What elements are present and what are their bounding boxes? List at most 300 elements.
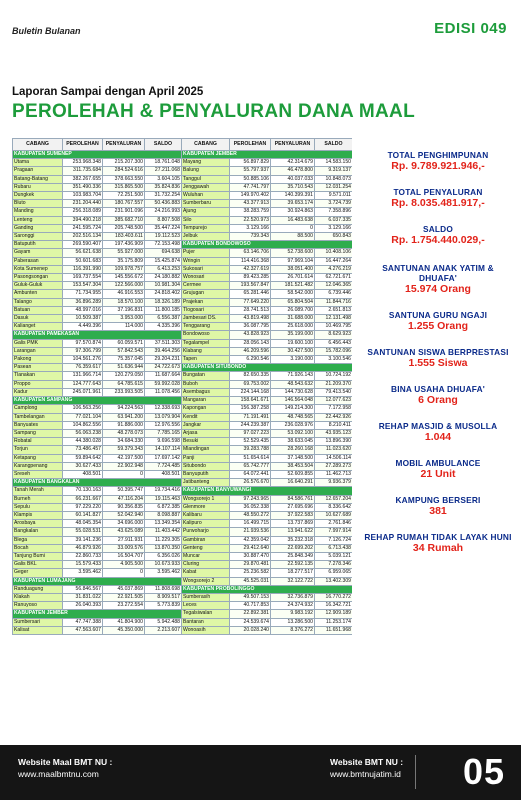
amount-cell: 58.542.000 — [271, 290, 315, 298]
amount-cell: 97.243.965 — [230, 495, 271, 503]
amount-cell: 39.653.174 — [271, 200, 315, 208]
branch-name-cell: Galis BKL — [13, 561, 63, 569]
table-row — [13, 224, 353, 232]
amount-cell: 12.046.365 — [315, 282, 353, 290]
stat-label: MOBIL AMBULANCE — [395, 458, 481, 468]
amount-cell: 72.153.498 — [145, 241, 182, 249]
amount-cell: 11.078.456 — [145, 388, 182, 396]
column-header: SALDO — [315, 139, 353, 151]
table-row — [13, 323, 353, 331]
amount-cell: 116.391.990 — [63, 265, 103, 273]
amount-cell: 45.037.869 — [103, 585, 145, 593]
amount-cell: 38.283.759 — [230, 208, 271, 216]
amount-cell: 11.844.716 — [315, 298, 353, 306]
amount-cell: 146.564.048 — [271, 397, 315, 405]
amount-cell: 5.039.121 — [315, 552, 353, 560]
amount-cell: 104.862.556 — [63, 421, 103, 429]
amount-cell: 3.129.166 — [230, 224, 271, 232]
amount-cell: 75.357.045 — [103, 356, 145, 364]
footer — [0, 745, 521, 800]
amount-cell: 32.736.879 — [271, 593, 315, 601]
stat-block — [362, 384, 514, 407]
column-header: PENYALURAN — [103, 139, 145, 151]
column-header: PEROLEHAN — [230, 139, 271, 151]
amount-cell: 244.239.387 — [230, 421, 271, 429]
stat-block — [362, 458, 514, 481]
amount-cell: 97.027.223 — [230, 429, 271, 437]
table-row — [13, 364, 353, 372]
amount-cell: 39.283.788 — [230, 446, 271, 454]
amount-cell: 12.657.204 — [315, 495, 353, 503]
amount-cell: 253.968.348 — [63, 159, 103, 167]
amount-cell: 22.892.381 — [230, 610, 271, 618]
amount-cell: 122.566.000 — [103, 282, 145, 290]
amount-cell: 4.905.500 — [103, 561, 145, 569]
amount-cell: 43.828.923 — [230, 331, 271, 339]
amount-cell: 59.992.028 — [145, 380, 182, 388]
stat-value: 1.044 — [424, 431, 452, 443]
amount-cell: 19.112.523 — [145, 233, 182, 241]
table-row — [13, 159, 353, 167]
amount-cell: 11.229.305 — [145, 536, 182, 544]
table-row — [13, 462, 353, 470]
amount-cell: 97.570.874 — [63, 339, 103, 347]
table-row — [13, 192, 353, 200]
amount-cell: 11.023.620 — [315, 446, 353, 454]
amount-cell: 46.916.553 — [103, 290, 145, 298]
amount-cell: 7.278.346 — [315, 561, 353, 569]
branch-name-cell: Tegalsiwalan — [182, 610, 230, 618]
branch-name-cell: Bluto — [13, 200, 63, 208]
amount-cell: 52.529.435 — [230, 438, 271, 446]
stat-block — [362, 187, 514, 210]
stat-value: Rp. 9.789.921.946,- — [391, 160, 485, 172]
amount-cell: 48.748.565 — [271, 413, 315, 421]
amount-cell: 19.115.463 — [145, 495, 182, 503]
amount-cell: 79.413.540 — [315, 388, 353, 396]
amount-cell: 42.327.619 — [230, 265, 271, 273]
branch-name-cell: Torjun — [13, 446, 63, 454]
amount-cell: 14.107.114 — [145, 446, 182, 454]
amount-cell: 408.501 — [145, 470, 182, 478]
branch-name-cell: Bangkalan — [13, 528, 63, 536]
branch-name-cell: Ambunten — [13, 290, 63, 298]
table-row — [13, 561, 353, 569]
footer-right-label: Website BMT NU : — [330, 757, 404, 767]
branch-name-cell: Kalipuro — [182, 520, 230, 528]
branch-name-cell: Rubaru — [13, 183, 63, 191]
amount-cell: 2.213.607 — [145, 626, 182, 634]
footer-right — [330, 757, 403, 780]
amount-cell: 65.281.446 — [230, 290, 271, 298]
amount-cell: 7.358.896 — [315, 208, 353, 216]
amount-cell: 120.279.050 — [103, 372, 145, 380]
amount-cell: 3.724.739 — [315, 200, 353, 208]
branch-name-cell: Klabang — [182, 347, 230, 355]
amount-cell: 6.037.335 — [315, 216, 353, 224]
amount-cell: 13.941.622 — [271, 528, 315, 536]
amount-cell: 12.976.556 — [145, 421, 182, 429]
amount-cell: 59.379.343 — [103, 446, 145, 454]
stat-value: 15.974 Orang — [405, 283, 471, 295]
stat-value: 1.255 Orang — [407, 320, 469, 332]
branch-name-cell: Silo — [182, 216, 230, 224]
amount-cell: 156.387.258 — [230, 405, 271, 413]
column-header: CABANG — [13, 139, 63, 151]
amount-cell: 13.286.500 — [271, 618, 315, 626]
amount-cell: 48.278.073 — [103, 429, 145, 437]
footer-divider — [415, 755, 416, 789]
amount-cell: 63.941.200 — [103, 413, 145, 421]
amount-cell: 4.276.219 — [315, 265, 353, 273]
branch-name-cell: Prajekan — [182, 298, 230, 306]
amount-cell: 114.416.368 — [230, 257, 271, 265]
amount-cell: 7.785.165 — [145, 429, 182, 437]
amount-cell: 205.748.500 — [103, 224, 145, 232]
branch-name-cell: Talango — [13, 298, 63, 306]
footer-right-url[interactable]: www.bmtnujatim.id — [330, 769, 401, 779]
branch-name-cell: Buboh — [182, 380, 230, 388]
column-header: PEROLEHAN — [63, 139, 103, 151]
amount-cell: 10.673.933 — [145, 561, 182, 569]
branch-name-cell: Tegalampel — [182, 339, 230, 347]
amount-cell: 55.797.937 — [230, 167, 271, 175]
amount-cell: 11.462.713 — [315, 470, 353, 478]
branch-name-cell: Arosbaya — [13, 520, 63, 528]
branch-name-cell: Kalibaru — [182, 511, 230, 519]
amount-cell: 40.717.853 — [230, 602, 271, 610]
amount-cell: 73.486.457 — [63, 446, 103, 454]
amount-cell: 12.131.498 — [315, 315, 353, 323]
amount-cell: 32.122.722 — [271, 577, 315, 585]
amount-cell: 256.318.089 — [63, 208, 103, 216]
amount-cell: 315.865.500 — [103, 183, 145, 191]
amount-cell: 18.570.100 — [103, 298, 145, 306]
branch-name-cell: Sumberasih — [182, 593, 230, 601]
amount-cell: 650.843 — [315, 233, 353, 241]
amount-cell: 27.911.931 — [103, 536, 145, 544]
footer-left — [18, 757, 112, 780]
amount-cell: 38.453.504 — [271, 462, 315, 470]
amount-cell: 71.191.491 — [230, 413, 271, 421]
amount-cell: 104.561.276 — [63, 356, 103, 364]
table-row — [13, 470, 353, 478]
branch-name-cell: Mlandingan — [182, 446, 230, 454]
branch-name-cell: Jenggawah — [182, 183, 230, 191]
amount-cell: 40.037.033 — [271, 175, 315, 183]
amount-cell: 16.499.715 — [230, 520, 271, 528]
table-row — [13, 274, 353, 282]
branch-name-cell: Bantaran — [182, 618, 230, 626]
amount-cell: 385.682.710 — [103, 216, 145, 224]
amount-cell: 9.696.598 — [145, 438, 182, 446]
amount-cell: 29.204.231 — [145, 356, 182, 364]
branch-name-cell: Tlanakan — [13, 372, 63, 380]
region-header: KABUPATEN BONDOWOSO — [182, 241, 353, 249]
branch-name-cell: Asembagus — [182, 388, 230, 396]
amount-cell: 42.314.679 — [271, 159, 315, 167]
amount-cell: 739.343 — [230, 233, 271, 241]
table-row — [13, 446, 353, 454]
amount-cell: 351.490.336 — [63, 183, 103, 191]
amount-cell: 149.970.402 — [230, 192, 271, 200]
amount-cell: 241.595.724 — [63, 224, 103, 232]
table-row — [13, 249, 353, 257]
amount-cell: 53.092.100 — [271, 429, 315, 437]
branch-name-cell: Muncar — [182, 552, 230, 560]
amount-cell: 131.966.714 — [63, 372, 103, 380]
amount-cell: 59.894.642 — [63, 454, 103, 462]
table-row — [13, 388, 353, 396]
amount-cell: 236.028.976 — [271, 421, 315, 429]
amount-cell: 7.172.958 — [315, 405, 353, 413]
branch-name-cell: Lenteng — [13, 216, 63, 224]
stat-value: 381 — [429, 505, 447, 517]
stat-value: Rp. 8.035.481.917,- — [391, 197, 485, 209]
amount-cell: 224.144.168 — [230, 388, 271, 396]
amount-cell: 69.753.002 — [230, 380, 271, 388]
amount-cell: 15.782.096 — [315, 347, 353, 355]
amount-cell: 10.981.304 — [145, 282, 182, 290]
amount-cell: 9.571.011 — [315, 192, 353, 200]
table-row — [13, 282, 353, 290]
amount-cell: 16.504.707 — [103, 552, 145, 560]
table-row — [13, 544, 353, 552]
amount-cell: 269.590.407 — [63, 241, 103, 249]
branch-name-cell: Wuluhan — [182, 192, 230, 200]
table-row — [13, 298, 353, 306]
amount-cell: 27.695.696 — [271, 503, 315, 511]
amount-cell: 36.087.795 — [230, 323, 271, 331]
amount-cell: 49.507.153 — [230, 593, 271, 601]
branch-name-cell: Galis PMK — [13, 339, 63, 347]
amount-cell: 215.207.300 — [103, 159, 145, 167]
amount-cell: 35.199.000 — [271, 331, 315, 339]
branch-name-cell: Paberasan — [13, 257, 63, 265]
amount-cell: 37.148.500 — [271, 454, 315, 462]
amount-cell: 82.650.335 — [230, 372, 271, 380]
branch-name-cell: Wringin — [182, 257, 230, 265]
branch-name-cell: Jatibanteng — [182, 479, 230, 487]
table-row — [13, 528, 353, 536]
amount-cell: 284.524.616 — [103, 167, 145, 175]
amount-cell: 26.701.614 — [271, 274, 315, 282]
amount-cell: 91.886.000 — [103, 421, 145, 429]
amount-cell: 52.738.600 — [271, 249, 315, 257]
amount-cell: 124.777.643 — [63, 380, 103, 388]
table-row — [13, 503, 353, 511]
branch-name-cell: Batuan — [13, 306, 63, 314]
branch-name-cell: Guluk-Guluk — [13, 282, 63, 290]
branch-name-cell: Geger — [13, 569, 63, 577]
branch-name-cell: Kota Sumenep — [13, 265, 63, 273]
amount-cell: 33.009.576 — [103, 544, 145, 552]
branch-name-cell: Tlogosari — [182, 306, 230, 314]
branch-name-cell: Tanah Merah — [13, 487, 63, 495]
amount-cell: 144.730.628 — [271, 388, 315, 396]
amount-cell: 24.539.674 — [230, 618, 271, 626]
amount-cell: 28.741.513 — [230, 306, 271, 314]
amount-cell: 24.216.993 — [145, 208, 182, 216]
amount-cell: 18.761.048 — [145, 159, 182, 167]
amount-cell: 29.412.640 — [230, 544, 271, 552]
amount-cell: 5.942.488 — [145, 618, 182, 626]
stat-label: SANTUNA GURU NGAJI — [388, 310, 488, 320]
amount-cell: 16.483.638 — [271, 216, 315, 224]
amount-cell: 35.175.809 — [103, 257, 145, 265]
amount-cell: 36.896.289 — [63, 298, 103, 306]
table-row — [13, 577, 353, 585]
table-row — [13, 593, 353, 601]
amount-cell: 140.399.391 — [271, 192, 315, 200]
amount-cell: 64.072.441 — [230, 470, 271, 478]
amount-cell: 19.734.416 — [145, 487, 182, 495]
branch-name-cell: Mangaran — [182, 397, 230, 405]
stat-block — [362, 495, 514, 518]
amount-cell: 6.356.026 — [145, 552, 182, 560]
amount-cell: 14.583.150 — [315, 159, 353, 167]
stat-value: 34 Rumah — [412, 542, 464, 554]
amount-cell: 197.436.909 — [103, 241, 145, 249]
amount-cell: 11.808.698 — [145, 585, 182, 593]
amount-cell: 9.983.192 — [271, 610, 315, 618]
amount-cell: 22.442.926 — [315, 413, 353, 421]
stat-block — [362, 263, 514, 296]
region-header: KABUPATEN BANGKALAN — [13, 479, 182, 487]
branch-name-cell: Pujer — [182, 249, 230, 257]
amount-cell: 8.098.887 — [145, 511, 182, 519]
amount-cell: 11.800.185 — [145, 306, 182, 314]
amount-cell: 60.141.827 — [63, 511, 103, 519]
amount-cell: 45.525.031 — [230, 577, 271, 585]
amount-cell: 29.870.481 — [230, 561, 271, 569]
branch-name-cell: Tempurejo — [182, 224, 230, 232]
table-row — [13, 429, 353, 437]
branch-name-cell: Grujugan — [182, 290, 230, 298]
amount-cell: 16.640.291 — [271, 479, 315, 487]
branch-name-cell: Klakah — [13, 593, 63, 601]
amount-cell: 56.846.567 — [63, 585, 103, 593]
branch-name-cell: Purwoharjo — [182, 528, 230, 536]
branch-name-cell: Situbondo — [182, 462, 230, 470]
branch-name-cell: Tanggul — [182, 175, 230, 183]
amount-cell: 231.901.096 — [103, 208, 145, 216]
table-row — [13, 315, 353, 323]
amount-cell: 39.464.256 — [145, 347, 182, 355]
amount-cell: 6.872.385 — [145, 503, 182, 511]
amount-cell: 35.447.224 — [145, 224, 182, 232]
branch-name-cell: Bondowoso — [182, 331, 230, 339]
amount-cell: 12.338.693 — [145, 405, 182, 413]
branch-name-cell: Kabat — [182, 569, 230, 577]
amount-cell: 311.735.684 — [63, 167, 103, 175]
branch-name-cell: Sreseh — [13, 470, 63, 478]
amount-cell: 10.408.106 — [315, 249, 353, 257]
branch-name-cell: Mayang — [182, 159, 230, 167]
amount-cell: 63.146.706 — [230, 249, 271, 257]
branch-name-cell: Batuputih — [13, 241, 63, 249]
amount-cell: 0 — [271, 224, 315, 232]
branch-name-cell: Arjasa — [182, 429, 230, 437]
report-table-container — [12, 138, 352, 736]
table-row — [13, 241, 353, 249]
amount-cell: 50.395.747 — [103, 487, 145, 495]
amount-cell: 694.638 — [145, 249, 182, 257]
amount-cell: 31.688.000 — [271, 315, 315, 323]
branch-name-cell: Banyuates — [13, 421, 63, 429]
amount-cell: 13.079.904 — [145, 413, 182, 421]
amount-cell: 169.737.554 — [63, 274, 103, 282]
branch-name-cell: Besuki — [182, 438, 230, 446]
branch-name-cell: Leces — [182, 602, 230, 610]
amount-cell: 46.209.596 — [230, 347, 271, 355]
amount-cell: 8.909.517 — [145, 593, 182, 601]
amount-cell: 89.423.285 — [230, 274, 271, 282]
amount-cell: 3.595.462 — [63, 569, 103, 577]
table-row — [13, 438, 353, 446]
table-row — [13, 331, 353, 339]
table-row — [13, 290, 353, 298]
stat-block — [362, 347, 514, 370]
amount-cell: 47.741.797 — [230, 183, 271, 191]
table-row — [13, 183, 353, 191]
amount-cell: 42.359.042 — [230, 536, 271, 544]
amount-cell: 94.224.563 — [103, 405, 145, 413]
region-header: KABUPATEN SUMENEP — [13, 151, 182, 159]
footer-left-url[interactable]: www.maalbmtnu.com — [18, 769, 99, 779]
branch-name-cell: Cluring — [182, 561, 230, 569]
table-row — [13, 167, 353, 175]
amount-cell: 6.959.065 — [315, 569, 353, 577]
table-row — [13, 487, 353, 495]
amount-cell: 13.349.354 — [145, 520, 182, 528]
amount-cell: 109.978.757 — [103, 265, 145, 273]
amount-cell: 43.819.498 — [230, 315, 271, 323]
amount-cell: 13.402.309 — [315, 577, 353, 585]
amount-cell: 2.761.846 — [315, 520, 353, 528]
branch-name-cell: Pasongsongan — [13, 274, 63, 282]
branch-name-cell: Sumberbaru — [182, 200, 230, 208]
amount-cell: 56.897.829 — [230, 159, 271, 167]
branch-name-cell: Manding — [13, 208, 63, 216]
summary-stats — [362, 150, 514, 555]
table-row — [13, 397, 353, 405]
stat-label: KAMPUNG BERSERI — [395, 495, 481, 505]
branch-name-cell: Dasuk — [13, 315, 63, 323]
table-row — [13, 536, 353, 544]
amount-cell: 145.556.672 — [103, 274, 145, 282]
region-header: KABUPATEN SITUBONDO — [182, 364, 353, 372]
amount-cell: 22.902.948 — [103, 462, 145, 470]
branch-name-cell: Jangkar — [182, 421, 230, 429]
table-row — [13, 233, 353, 241]
amount-cell: 31.732.254 — [145, 192, 182, 200]
branch-name-cell: Utama — [13, 159, 63, 167]
table-row — [13, 372, 353, 380]
region-header: KABUPATEN PROBOLINGGO — [182, 585, 353, 593]
branch-name-cell: Sepulu — [13, 503, 63, 511]
amount-cell: 3.129.166 — [315, 224, 353, 232]
stat-label: SALDO — [422, 224, 454, 234]
amount-cell: 27.289.273 — [315, 462, 353, 470]
amount-cell: 22.520.973 — [230, 216, 271, 224]
amount-cell: 106.563.256 — [63, 405, 103, 413]
table-row — [13, 585, 353, 593]
branch-name-cell: Wonoasih — [182, 626, 230, 634]
branch-name-cell: Ranuyoso — [13, 602, 63, 610]
amount-cell: 30.627.433 — [63, 462, 103, 470]
amount-cell: 37.511.303 — [145, 339, 182, 347]
